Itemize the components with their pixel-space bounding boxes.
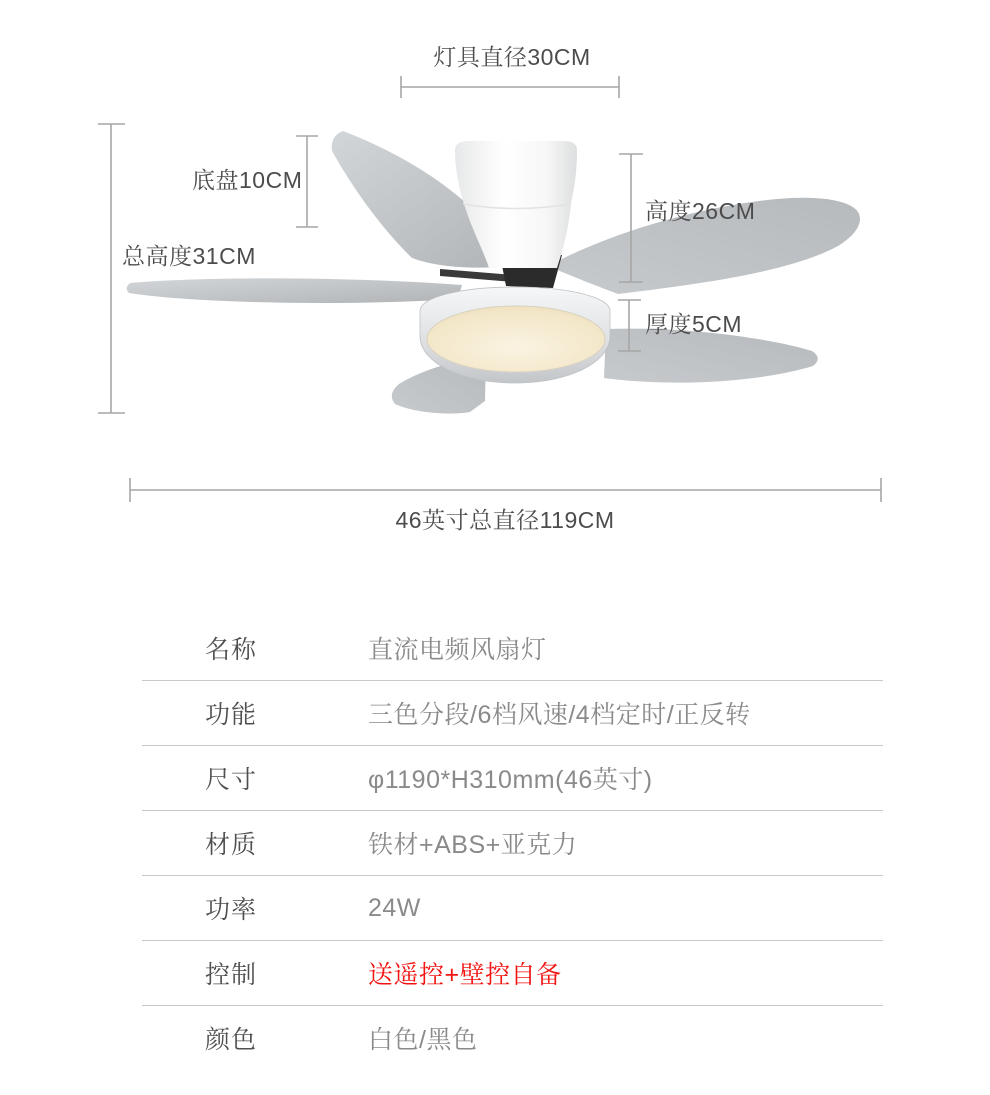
label-base-plate: 底盘10CM xyxy=(192,167,303,193)
label-thickness: 厚度5CM xyxy=(645,311,743,337)
spec-value: 三色分段/6档风速/4档定时/正反转 xyxy=(368,701,751,729)
spec-value: φ1190*H310mm(46英寸) xyxy=(368,766,653,794)
spec-label: 功率 xyxy=(205,896,258,924)
fan-blade-left xyxy=(127,278,462,303)
spec-value: 直流电频风扇灯 xyxy=(368,636,547,664)
fan-motor-shadow xyxy=(440,269,514,282)
spec-label: 名称 xyxy=(205,636,258,664)
spec-row-name xyxy=(142,616,883,681)
label-height: 高度26CM xyxy=(645,198,756,224)
label-total-diameter: 46英寸总直径119CM xyxy=(395,507,615,533)
spec-row-material xyxy=(142,811,883,876)
spec-label: 功能 xyxy=(205,701,258,729)
spec-row-control xyxy=(142,941,883,1006)
spec-row-function xyxy=(142,681,883,746)
spec-label: 控制 xyxy=(205,961,258,989)
spec-value: 铁材+ABS+亚克力 xyxy=(368,831,578,859)
spec-value: 白色/黑色 xyxy=(368,1026,478,1054)
spec-label: 颜色 xyxy=(205,1026,258,1054)
label-total-height: 总高度31CM xyxy=(122,243,256,269)
spec-value: 24W xyxy=(368,893,421,922)
spec-label: 尺寸 xyxy=(205,766,258,794)
fan-light-face xyxy=(427,306,605,372)
spec-label: 材质 xyxy=(205,831,258,859)
spec-table xyxy=(142,616,883,1070)
label-lamp-diameter: 灯具直径30CM xyxy=(433,44,591,70)
spec-row-size xyxy=(142,746,883,811)
spec-row-color xyxy=(142,1006,883,1070)
spec-value-highlighted: 送遥控+壁控自备 xyxy=(368,961,562,989)
spec-row-power xyxy=(142,876,883,941)
